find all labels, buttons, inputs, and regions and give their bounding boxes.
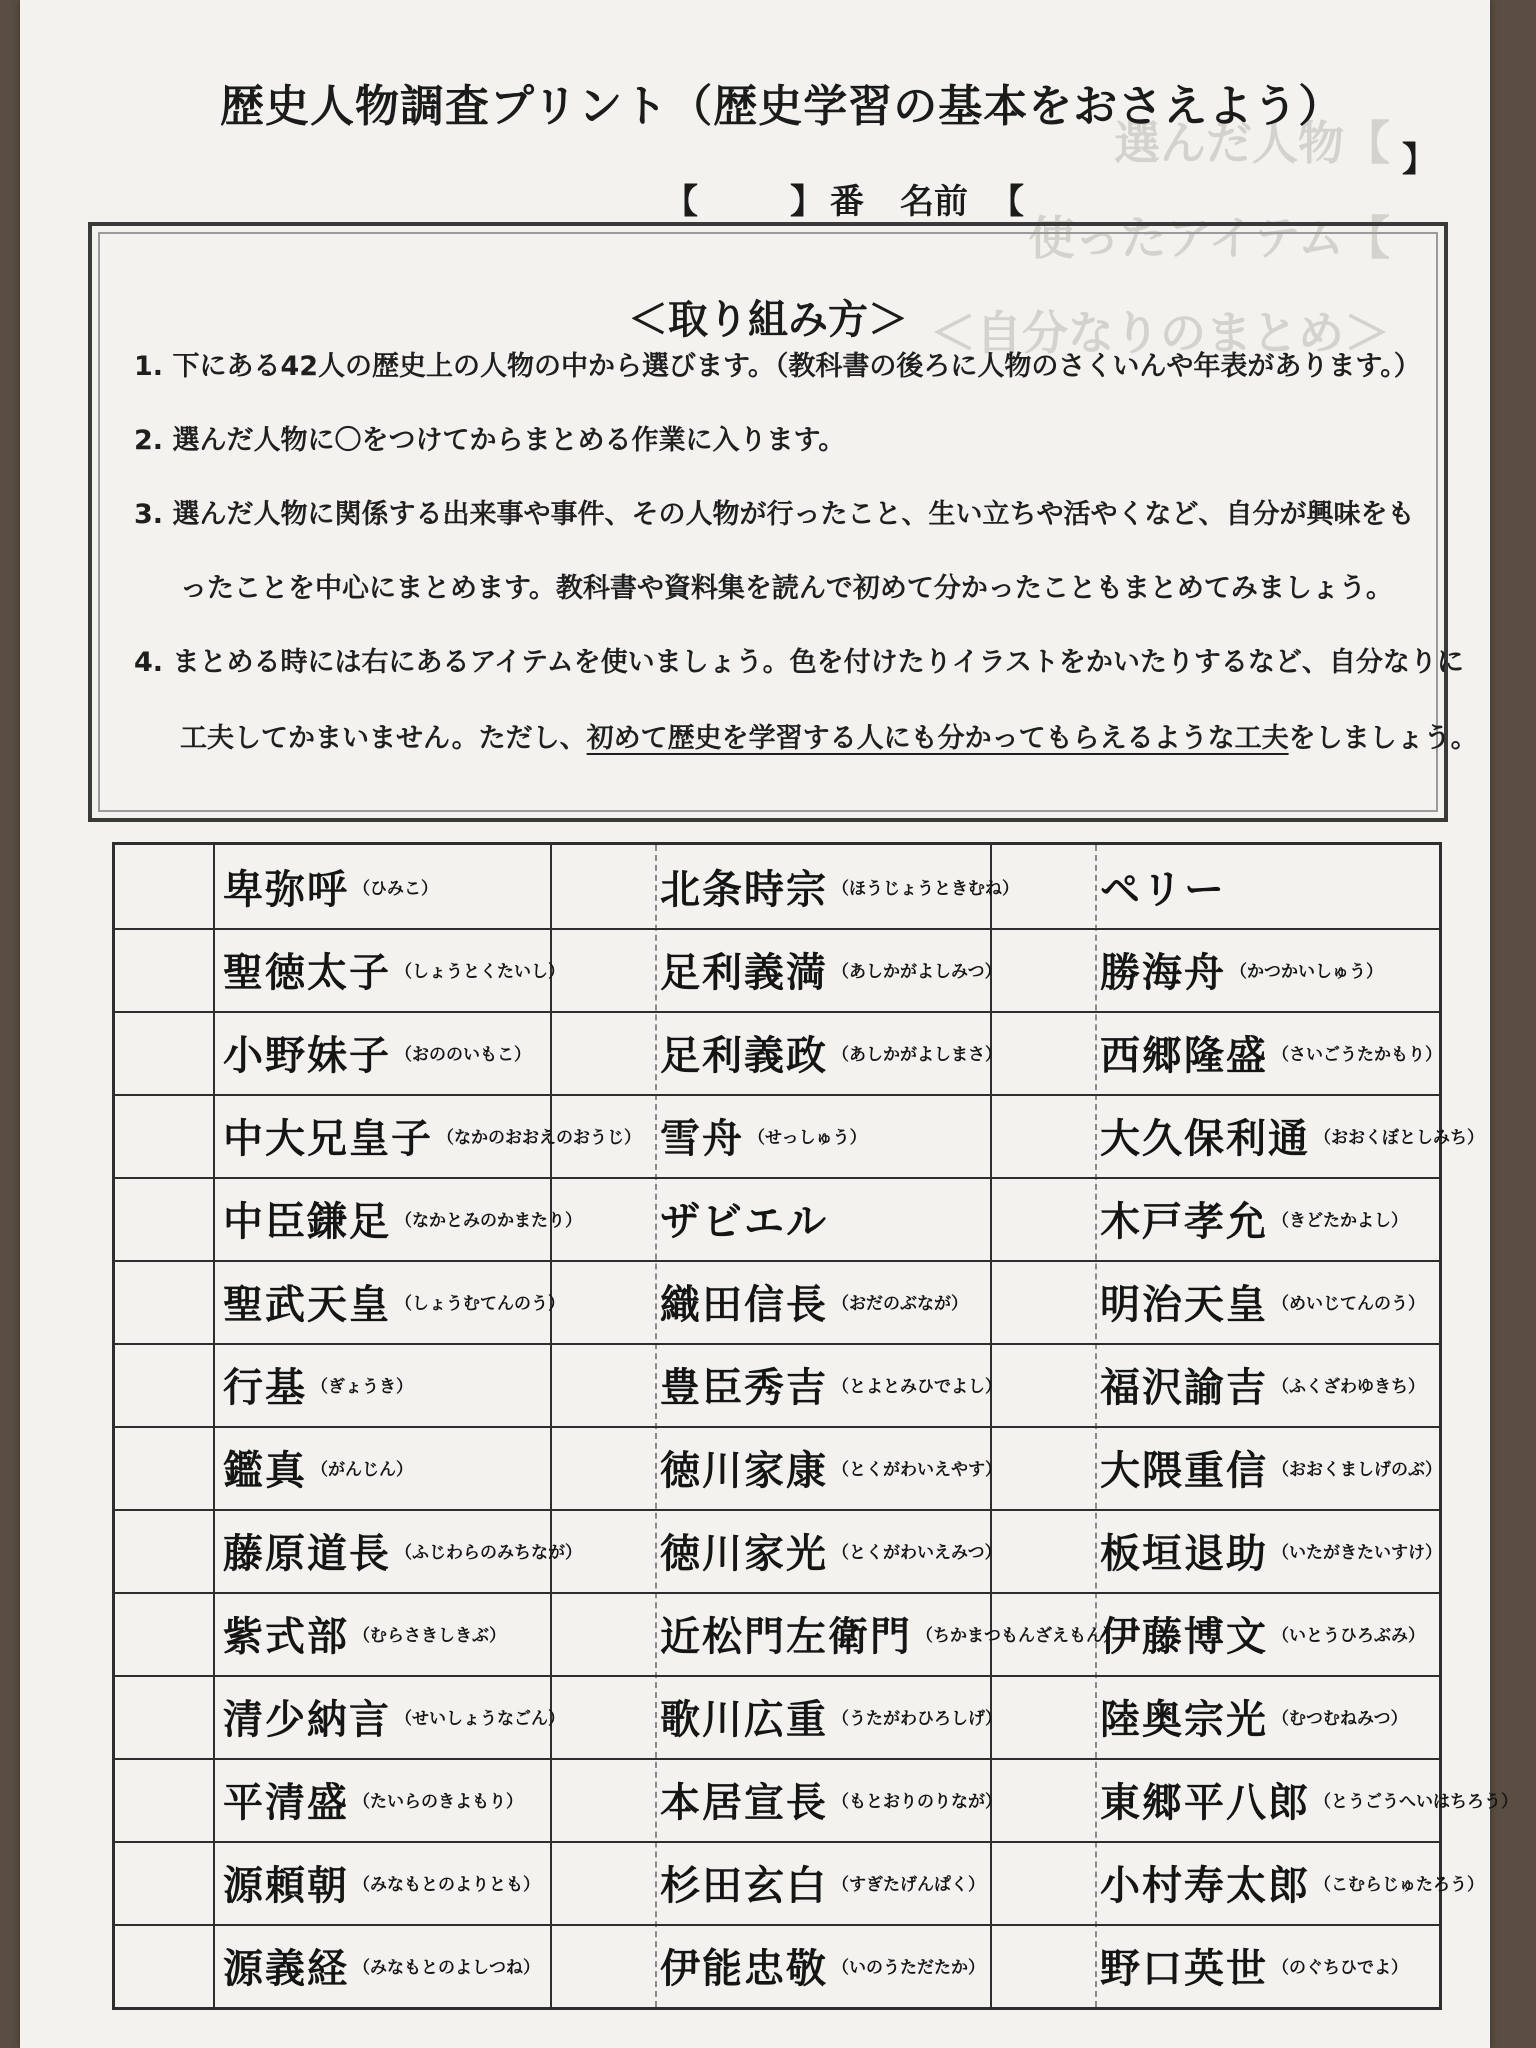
show-through-line: 使ったアイテム【 — [1028, 211, 1390, 265]
figure-reading: （めいじてんのう） — [1272, 1294, 1425, 1314]
figure-name: 杉田玄白 — [660, 1863, 828, 1909]
figure-cell — [1100, 1426, 1442, 1509]
name-bracket-close: 】 — [1402, 140, 1436, 180]
figure-reading: （なかのおおえのおうじ） — [437, 1128, 641, 1148]
figure-reading: （のぐちひでよ） — [1272, 1958, 1408, 1978]
figure-reading: （おおくぼとしみち） — [1314, 1128, 1484, 1148]
figure-name: 源義経 — [223, 1946, 349, 1992]
figure-cell — [660, 1924, 985, 2007]
instruction-underlined-text: 初めて歴史を学習する人にも分かってもらえるような工夫 — [586, 723, 1289, 754]
figure-name: 野口英世 — [1100, 1946, 1268, 1992]
figure-cell — [223, 1924, 540, 2007]
figure-cell — [1100, 1094, 1484, 1177]
figure-reading: （みなもとのよりとも） — [353, 1875, 540, 1895]
figure-name: 源頼朝 — [223, 1863, 349, 1909]
figure-reading: （ぎょうき） — [311, 1377, 413, 1397]
figure-name: 小野妹子 — [223, 1033, 391, 1079]
figure-reading: （たいらのきよもり） — [353, 1792, 523, 1812]
figure-name: 伊藤博文 — [1100, 1614, 1268, 1660]
figure-name: 木戸孝允 — [1100, 1199, 1268, 1245]
instruction-line: 1. 下にある42人の歴史上の人物の中から選びます。（教科書の後ろに人物のさくいんや年表があります。） — [134, 351, 1421, 382]
figure-name: ペリー — [1100, 867, 1226, 913]
figure-name: 大隈重信 — [1100, 1448, 1268, 1494]
figure-cell — [223, 1592, 506, 1675]
figure-name: 平清盛 — [223, 1780, 349, 1826]
figure-name: 足利義満 — [660, 950, 828, 996]
figure-name: 伊能忠敬 — [660, 1946, 828, 1992]
figure-cell — [1100, 1011, 1442, 1094]
figure-name: 徳川家光 — [660, 1531, 828, 1577]
name-bracket-open: 【 — [990, 182, 1024, 222]
figure-cell — [1100, 1841, 1484, 1924]
instruction-line: 4. まとめる時には右にあるアイテムを使いましょう。色を付けたりイラストをかいたりするなど、自分なりに — [134, 647, 1464, 678]
figure-reading: （むつむねみつ） — [1272, 1709, 1408, 1729]
figure-cell — [660, 1260, 968, 1343]
figure-reading: （とよとみひでよし） — [832, 1377, 1002, 1397]
figure-cell — [1100, 1675, 1408, 1758]
figure-name: 勝海舟 — [1100, 950, 1226, 996]
figure-name: 北条時宗 — [660, 867, 828, 913]
figure-reading: （おおくましげのぶ） — [1272, 1460, 1442, 1480]
figure-name: 中大兄皇子 — [223, 1116, 433, 1162]
figure-cell — [223, 1758, 523, 1841]
figure-name: ザビエル — [660, 1199, 828, 1245]
figure-reading: （さいごうたかもり） — [1272, 1045, 1442, 1065]
page-title: 歴史人物調査プリント（歴史学習の基本をおさえよう） — [220, 81, 1344, 132]
figure-name: 本居宣長 — [660, 1780, 828, 1826]
figure-cell — [223, 1343, 413, 1426]
figure-reading: （とくがわいえみつ） — [832, 1543, 1002, 1563]
number-label: 番 — [830, 182, 864, 222]
worksheet-page — [20, 0, 1518, 2048]
figure-name: 西郷隆盛 — [1100, 1033, 1268, 1079]
figure-name: 行基 — [223, 1365, 307, 1411]
figure-cell — [1100, 928, 1383, 1011]
number-bracket-open: 【 — [664, 182, 698, 222]
figure-cell — [660, 928, 1002, 1011]
figure-name: 聖徳太子 — [223, 950, 391, 996]
figure-reading: （もとおりのりなが） — [832, 1792, 1002, 1812]
figure-name: 福沢諭吉 — [1100, 1365, 1268, 1411]
figure-reading: （ふじわらのみちなが） — [395, 1543, 582, 1563]
figure-cell — [660, 1343, 1002, 1426]
figure-reading: （とくがわいえやす） — [832, 1460, 1002, 1480]
instruction-line — [180, 716, 1478, 755]
figure-cell — [660, 1675, 1002, 1758]
figure-reading: （せいしょうなごん） — [395, 1709, 565, 1729]
figure-reading: （きどたかよし） — [1272, 1211, 1408, 1231]
figure-selection-table — [112, 842, 1518, 2010]
figure-name: 紫式部 — [223, 1614, 349, 1660]
figure-cell — [1100, 1924, 1408, 2007]
figure-reading: （しょうとくたいし） — [395, 962, 565, 982]
figure-reading: （いのうただたか） — [832, 1958, 985, 1978]
figure-cell — [223, 1841, 540, 1924]
figure-name: 織田信長 — [660, 1282, 828, 1328]
figure-cell — [223, 1177, 582, 1260]
figure-name: 中臣鎌足 — [223, 1199, 391, 1245]
figure-cell — [223, 845, 438, 928]
figure-name: 板垣退助 — [1100, 1531, 1268, 1577]
figure-reading: （あしかがよしまさ） — [832, 1045, 1002, 1065]
instruction-text: をしましょう。 — [1288, 723, 1478, 754]
figure-name: 大久保利通 — [1100, 1116, 1310, 1162]
show-through-line: 選んだ人物【 — [1114, 116, 1390, 170]
figure-reading: （あしかがよしみつ） — [832, 962, 1002, 982]
figure-reading: （いとうひろぶみ） — [1272, 1626, 1425, 1646]
figure-cell — [223, 1094, 641, 1177]
figure-cell — [660, 1094, 867, 1177]
instruction-line: 2. 選んだ人物に〇をつけてからまとめる作業に入ります。 — [134, 425, 846, 456]
figure-reading: （おののいもこ） — [395, 1045, 531, 1065]
figure-reading: （ちかまつもんざえもん） — [916, 1626, 1120, 1646]
figure-reading: （ふくざわゆきち） — [1272, 1377, 1425, 1397]
instructions-box — [88, 222, 1478, 822]
instruction-line: 3. 選んだ人物に関係する出来事や事件、その人物が行ったこと、生い立ちや活やくなど、自分が興味をも — [134, 499, 1415, 530]
figure-name: 近松門左衛門 — [660, 1614, 912, 1660]
figure-name: 清少納言 — [223, 1697, 391, 1743]
figure-reading: （ひみこ） — [353, 879, 438, 899]
figure-cell — [1100, 1758, 1518, 1841]
figure-reading: （ほうじょうときむね） — [832, 879, 1019, 899]
figure-name: 小村寿太郎 — [1100, 1863, 1310, 1909]
figure-cell — [223, 1426, 413, 1509]
figure-reading: （がんじん） — [311, 1460, 413, 1480]
show-through-line: ＜自分なりのまとめ＞ — [930, 306, 1390, 360]
figure-name: 陸奥宗光 — [1100, 1697, 1268, 1743]
figure-reading: （すぎたげんぱく） — [832, 1875, 985, 1895]
name-label: 名前 — [900, 182, 968, 222]
figure-name: 雪舟 — [660, 1116, 744, 1162]
figure-name: 足利義政 — [660, 1033, 828, 1079]
figure-cell — [1100, 1343, 1425, 1426]
figure-name: 歌川広重 — [660, 1697, 828, 1743]
figure-name: 東郷平八郎 — [1100, 1780, 1310, 1826]
figure-cell — [660, 1177, 828, 1260]
figure-reading: （おだのぶなが） — [832, 1294, 968, 1314]
figure-name: 鑑真 — [223, 1448, 307, 1494]
figure-cell — [223, 1011, 531, 1094]
figure-cell — [223, 1509, 582, 1592]
figure-name: 徳川家康 — [660, 1448, 828, 1494]
figure-cell — [223, 1675, 565, 1758]
number-bracket-close: 】 — [790, 182, 824, 222]
figure-reading: （うたがわひろしげ） — [832, 1709, 1002, 1729]
figure-name: 聖武天皇 — [223, 1282, 391, 1328]
figure-reading: （とうごうへいはちろう） — [1314, 1792, 1518, 1812]
figure-reading: （むらさきしきぶ） — [353, 1626, 506, 1646]
figure-cell — [660, 845, 1019, 928]
figure-cell — [660, 1509, 1002, 1592]
figure-reading: （みなもとのよしつね） — [353, 1958, 540, 1978]
instruction-text: 工夫してかまいません。ただし、 — [180, 723, 587, 754]
figure-reading: （こむらじゅたろう） — [1314, 1875, 1484, 1895]
figure-reading: （かつかいしゅう） — [1230, 962, 1383, 982]
figure-cell — [660, 1426, 1002, 1509]
figure-cell — [223, 1260, 565, 1343]
figure-cell — [660, 1592, 1120, 1675]
figure-cell — [1100, 1509, 1442, 1592]
figure-name: 卑弥呼 — [223, 867, 349, 913]
figure-name: 明治天皇 — [1100, 1282, 1268, 1328]
figure-cell — [660, 1011, 1002, 1094]
figure-name: 豊臣秀吉 — [660, 1365, 828, 1411]
instruction-line: ったことを中心にまとめます。教科書や資料集を読んで初めて分かったこともまとめてみましょう。 — [180, 573, 1393, 604]
figure-cell — [1100, 1592, 1425, 1675]
figure-reading: （せっしゅう） — [748, 1128, 867, 1148]
figure-cell — [1100, 1177, 1408, 1260]
figure-name: 藤原道長 — [223, 1531, 391, 1577]
figure-cell — [1100, 1260, 1425, 1343]
figure-cell — [223, 928, 565, 1011]
figure-cell — [660, 1841, 985, 1924]
instructions-title: ＜取り組み方＞ — [628, 297, 908, 343]
figure-cell — [660, 1758, 1002, 1841]
figure-cell — [1100, 845, 1226, 928]
figure-reading: （なかとみのかまたり） — [395, 1211, 582, 1231]
figure-reading: （いたがきたいすけ） — [1272, 1543, 1442, 1563]
figure-reading: （しょうむてんのう） — [395, 1294, 565, 1314]
